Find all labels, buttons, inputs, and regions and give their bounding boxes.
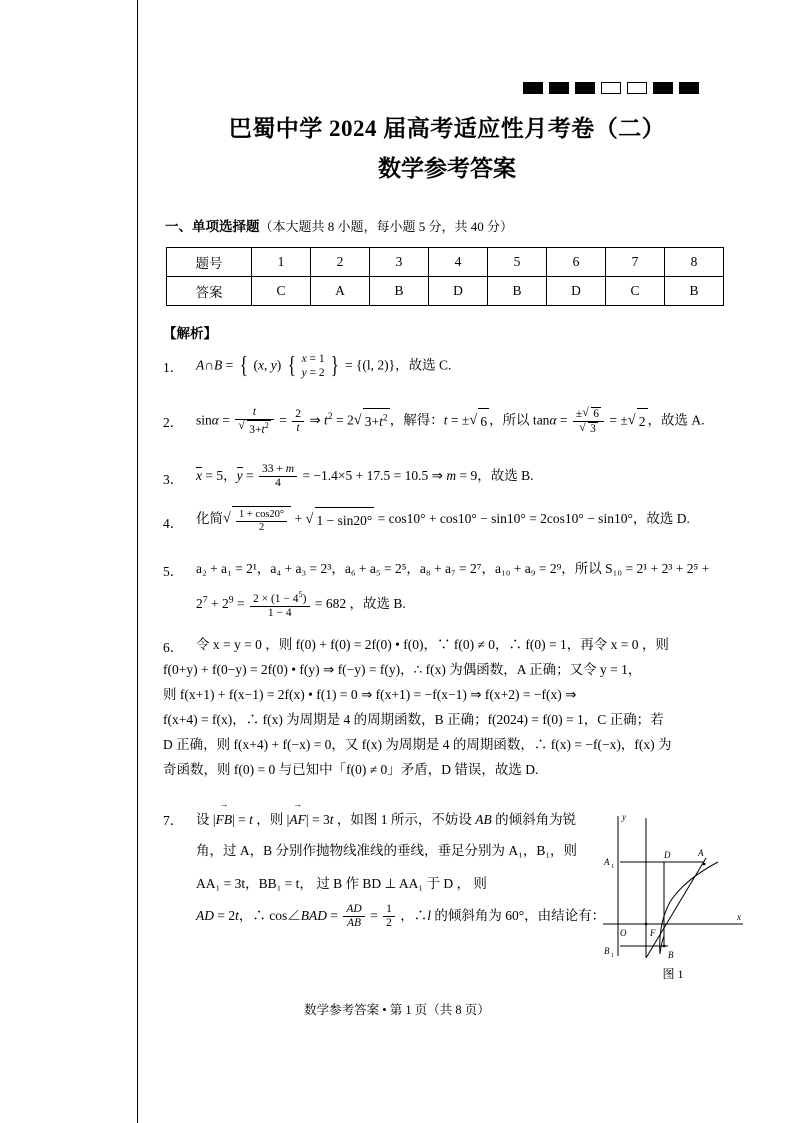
table-row bbox=[167, 248, 724, 277]
barcode-mark bbox=[679, 82, 699, 94]
answer-cell: C bbox=[252, 277, 311, 306]
solution-number-4: 4． bbox=[163, 516, 184, 531]
answer-table bbox=[166, 247, 724, 306]
solution-number-2: 2． bbox=[163, 415, 184, 430]
solution-body-7-line2: 角，过 A，B 分别作抛物线准线的垂线，垂足分别为 A₁，B₁，则 bbox=[196, 843, 578, 858]
row-label-question: 题号 bbox=[167, 248, 252, 277]
question-number: 8 bbox=[665, 248, 724, 277]
vector-fb: → FB bbox=[216, 805, 233, 833]
answer-cell: B bbox=[370, 277, 429, 306]
solution-body-6-line6: 奇函数，则 f(0) = 0 与已知中「f(0) ≠ 0」矛盾，D 错误，故选 D. bbox=[163, 762, 539, 777]
figure-1-svg bbox=[598, 806, 748, 966]
analysis-label: 【解析】 bbox=[163, 326, 217, 341]
solution-body-7-line1: 设 |→ FB| = t ，则 |→ AF| = 3t ，如图 1 所示，不妨设 AB 的倾斜角为锐 bbox=[196, 805, 596, 833]
svg-text:O: O bbox=[620, 928, 627, 938]
svg-text:1: 1 bbox=[611, 953, 614, 959]
answer-cell: A bbox=[311, 277, 370, 306]
table-row bbox=[167, 277, 724, 306]
solution-body-7-line4: AD = 2t，∴ cos∠BAD = $\frac{AD}{AB}$ = $\frac{1}{2}$ ，∴l 的倾斜角为 60°，由结论有： bbox=[196, 903, 606, 930]
question-number: 5 bbox=[488, 248, 547, 277]
svg-text:F: F bbox=[650, 928, 656, 938]
figure-1 bbox=[598, 806, 748, 966]
answer-cell: D bbox=[429, 277, 488, 306]
question-number: 3 bbox=[370, 248, 429, 277]
solution-number-1: 1． bbox=[163, 360, 184, 375]
page-subtitle: 数学参考答案 bbox=[378, 156, 516, 181]
solution-body-2: sinα = t √ $3+t^2$ = $\frac{2}{t}$ ⇒ $t^2 = 2$ √ $3+t^2$ ，解得：t = ± √ 6 ，所以 tanα = ± √ 6 √ 3 = ± √ 2 ，故选 A. bbox=[196, 406, 756, 437]
fraction: $\frac{2}{t}$ bbox=[292, 408, 304, 435]
page-title: 巴蜀中学 2024 届高考适应性月考卷（二） bbox=[228, 116, 666, 141]
section-heading-normal: （本大题共 8 小题，每小题 5 分，共 40 分） bbox=[259, 219, 514, 234]
question-number: 6 bbox=[547, 248, 606, 277]
question-number: 1 bbox=[252, 248, 311, 277]
solution-number-7: 7． bbox=[163, 813, 184, 828]
solution-body-6-line1: 令 x = y = 0 ，则 f(0) + f(0) = 2f(0) • f(0)，∵ f(0) ≠ 0，∴ f(0) = 1，再令 x = 0 ，则 bbox=[196, 637, 669, 652]
solution-body-6-line5: D 正确，则 f(x+4) + f(−x) = 0，又 f(x) 为周期是 4 的周期函数，∴ f(x) = −f(−x)，f(x) 为 bbox=[163, 737, 672, 752]
barcode-mark bbox=[523, 82, 543, 94]
solution-body-1: A∩B = { (x, y) { x = 1 y = 2 } = {(l, 2)}，故选 C. bbox=[196, 353, 452, 380]
solution-number-6: 6． bbox=[163, 640, 184, 655]
answer-cell: D bbox=[547, 277, 606, 306]
row-label-answer: 答案 bbox=[167, 277, 252, 306]
fraction: ± √ 6 √ 3 bbox=[573, 407, 604, 436]
fraction: $\frac{AD}{AB}$ bbox=[343, 903, 364, 930]
svg-text:B: B bbox=[668, 950, 674, 960]
svg-text:y: y bbox=[622, 812, 626, 822]
solution-body-4: 化简 √ $\frac{1 + \cos 20^\circ}{2}$ + √ 1 − sin20° = cos10° + cos10° − sin10° = 2cos10° − sin10°，故选 D. bbox=[196, 506, 766, 534]
solution-body-5-line1: a₂ + a₁ = 2¹，a₄ + a₃ = 2³，a₆ + a₅ = 2⁵，a₈ + a₇ = 2⁷，a₁₀ + a₉ = 2⁹，所以 S₁₀ = 2¹ + 2³ + 2⁵ + bbox=[196, 561, 710, 576]
svg-text:1: 1 bbox=[611, 864, 614, 870]
page-footer: 数学参考答案 • 第 1 页（共 8 页） bbox=[304, 1003, 490, 1017]
solution-body-5-line2: $2^7 + 2^9$ = $\frac{2 \times (1 - 4^5)}{1 - 4}$ = 682 ，故选 B. bbox=[196, 590, 406, 620]
barcode-mark bbox=[575, 82, 595, 94]
solution-number-3: 3． bbox=[163, 472, 184, 487]
barcode-marks bbox=[523, 82, 699, 94]
barcode-mark bbox=[653, 82, 673, 94]
question-number: 4 bbox=[429, 248, 488, 277]
section-heading-bold: 一、单项选择题 bbox=[165, 219, 260, 234]
answer-cell: B bbox=[488, 277, 547, 306]
question-number: 2 bbox=[311, 248, 370, 277]
svg-text:D: D bbox=[664, 850, 671, 860]
answer-cell: B bbox=[665, 277, 724, 306]
svg-text:B: B bbox=[604, 946, 610, 956]
fraction: t √ $3+t^2$ bbox=[235, 406, 274, 437]
svg-text:A: A bbox=[604, 857, 610, 867]
solution-body-6-line4: f(x+4) = f(x)，∴ f(x) 为周期是 4 的周期函数，B 正确；f(2024) = f(0) = 1，C 正确；若 bbox=[163, 712, 664, 727]
solution-number-5: 5． bbox=[163, 564, 184, 579]
system-equations: x = 1 y = 2 bbox=[301, 353, 325, 380]
section-heading bbox=[165, 215, 513, 235]
brace-inner: { bbox=[287, 353, 296, 380]
vector-af: → AF bbox=[289, 805, 306, 833]
answer-cell: C bbox=[606, 277, 665, 306]
svg-text:x: x bbox=[737, 912, 741, 922]
fraction: $\frac{1}{2}$ bbox=[383, 903, 395, 930]
question-number: 7 bbox=[606, 248, 665, 277]
brace-right: } bbox=[330, 353, 339, 380]
figure-caption: 图 1 bbox=[662, 967, 684, 981]
brace-left: { bbox=[239, 353, 248, 380]
barcode-mark bbox=[601, 82, 621, 94]
svg-text:A: A bbox=[698, 848, 704, 858]
fraction: $\frac{33 + m}{4}$ bbox=[259, 463, 297, 490]
barcode-mark bbox=[549, 82, 569, 94]
solution-body-7-line3: AA₁ = 3t，BB₁ = t， 过 B 作 BD ⊥ AA₁ 于 D ， 则 bbox=[196, 876, 487, 891]
solution-body-6-line2: f(0+y) + f(0−y) = 2f(0) • f(y) ⇒ f(−y) = f(y)，∴ f(x) 为偶函数，A 正确；又令 y = 1， bbox=[163, 662, 642, 677]
barcode-mark bbox=[627, 82, 647, 94]
fraction: $\frac{2 \times (1 - 4^5)}{1 - 4}$ bbox=[250, 590, 310, 620]
solution-body-6-line3: 则 f(x+1) + f(x−1) = 2f(x) • f(1) = 0 ⇒ f(x+1) = −f(x−1) ⇒ f(x+2) = −f(x) ⇒ bbox=[163, 687, 577, 702]
solution-body-3: x = 5，y = $\frac{33 + m}{4}$ = −1.4×5 + 17.5 = 10.5 ⇒ m = 9，故选 B. bbox=[196, 463, 534, 490]
